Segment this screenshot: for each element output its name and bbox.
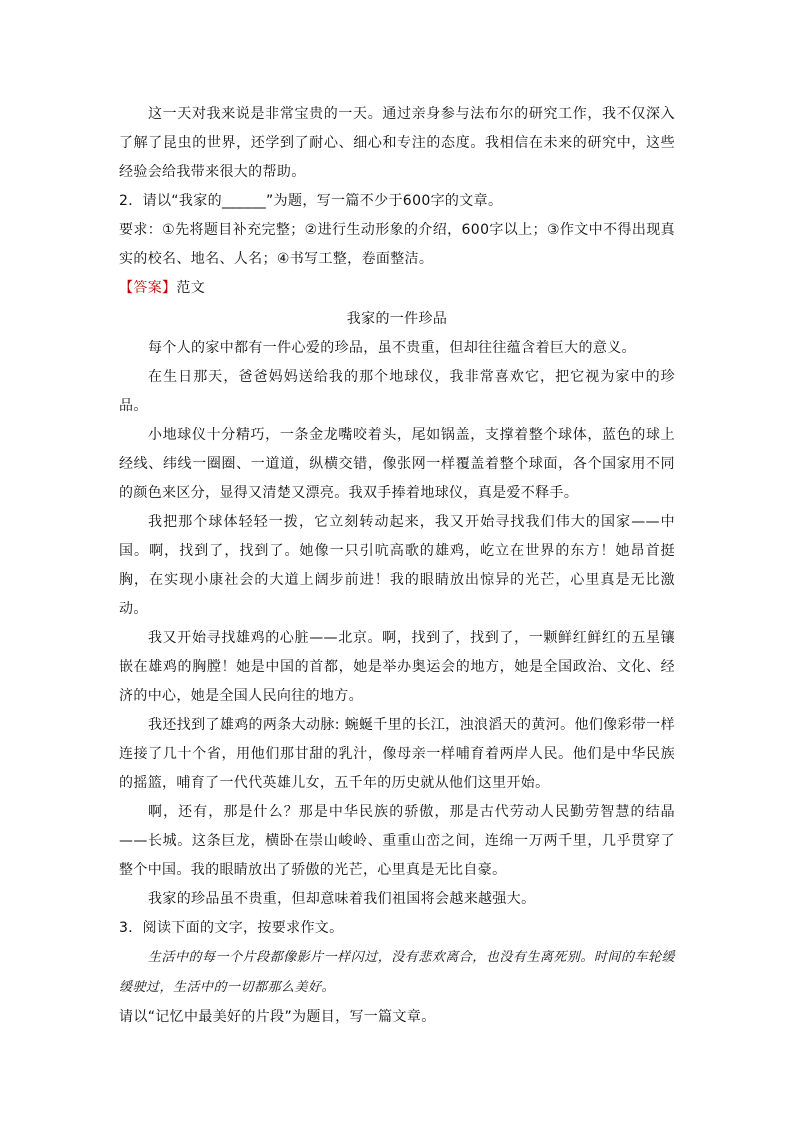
- question-3-prompt: 3．阅读下面的文字，按要求作文。: [119, 920, 344, 936]
- question-3-task: 请以“记忆中最美好的片段”为题目，写一篇文章。: [119, 1009, 436, 1025]
- essay-title: 我家的一件珍品: [346, 311, 448, 327]
- essay-paragraph: 我又开始寻找雄鸡的心脏——北京。啊，找到了，找到了，一颗鲜红鲜红的五星镶嵌在雄鸡的胸膛！她是中国的首都，她是举办奥运会的地方，她是全国政治、文化、经济的中心，她是全国人民向往的地方。: [119, 630, 675, 704]
- essay-paragraph: 我把那个球体轻轻一拨，它立刻转动起来，我又开始寻找我们伟大的国家——中国。啊，找到了，找到了。她像一只引吭高歌的雄鸡，屹立在世界的东方！她昂首挺胸，在实现小康社会的大道上阔步前进！我的眼睛放出惊异的光芒，心里真是无比激动。: [119, 514, 675, 617]
- question-3-quote: 生活中的每一个片段都像影片一样闪过，没有悲欢离合，也没有生离死别。时间的车轮缓缓驶过，生活中的一切都那么美好。: [119, 950, 675, 995]
- essay-paragraph: 我还找到了雄鸡的两条大动脉: 蜿蜒千里的长江，浊浪滔天的黄河。他们像彩带一样连接了几十个省，用他们那甘甜的乳汁，像母亲一样哺育着两岸人民。他们是中华民族的摇篮，哺育了一代代英雄儿女，五千年的历史就从他们这里开始。: [119, 717, 675, 791]
- answer-heading: [119, 274, 675, 303]
- essay-paragraph: 每个人的家中都有一件心爱的珍品，虽不贵重，但却往往蕴含着巨大的意义。: [148, 340, 636, 356]
- previous-essay-closing-paragraph: 这一天对我来说是非常宝贵的一天。通过亲身参与法布尔的研究工作，我不仅深入了解了昆虫的世界，还学到了耐心、细心和专注的态度。我相信在未来的研究中，这些经验会给我带来很大的帮助。: [119, 106, 675, 180]
- answer-tag: 【答案】: [119, 280, 177, 296]
- essay-paragraph: 我家的珍品虽不贵重，但却意味着我们祖国将会越来越强大。: [148, 891, 536, 907]
- question-2-prompt: 2．请以“我家的______”为题，写一篇不少于600字的文章。: [119, 193, 503, 209]
- document-body: [119, 100, 675, 1032]
- answer-label: 范文: [176, 280, 206, 296]
- essay-paragraph: 在生日那天，爸爸妈妈送给我的那个地球仪，我非常喜欢它，把它视为家中的珍品。: [119, 369, 675, 414]
- question-2-requirements: 要求：①先将题目补充完整；②进行生动形象的介绍，600字以上；③作文中不得出现真实的校名、地名、人名；④书写工整，卷面整洁。: [119, 222, 675, 267]
- essay-paragraph: 啊，还有，那是什么？那是中华民族的骄傲，那是古代劳动人民勤劳智慧的结晶——长城。这条巨龙，横卧在崇山峻岭、重重山峦之间，连绵一万两千里，几乎贯穿了整个中国。我的眼睛放出了骄傲的光芒，心里真是无比自豪。: [119, 804, 675, 878]
- essay-paragraph: 小地球仪十分精巧，一条金龙嘴咬着头，尾如锅盖，支撑着整个球体，蓝色的球上经线、纬线一圈圈、一道道，纵横交错，像张网一样覆盖着整个球面，各个国家用不同的颜色来区分，显得又清楚又漂亮。我双手捧着地球仪，真是爱不释手。: [119, 427, 675, 501]
